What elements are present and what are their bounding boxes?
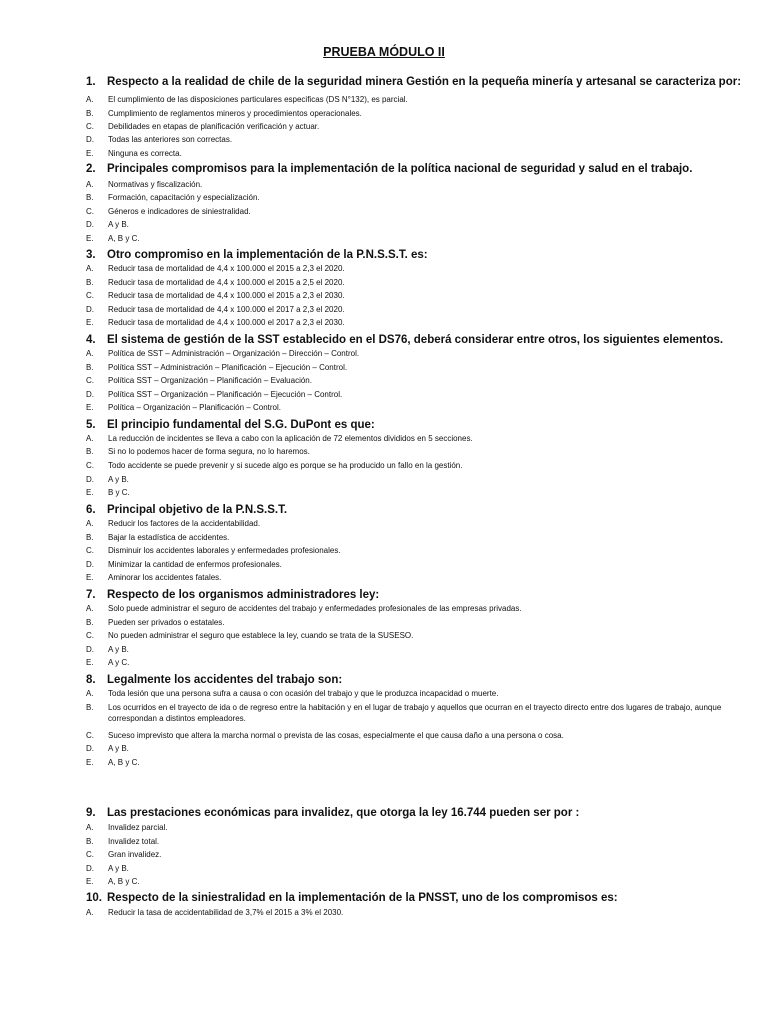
option-letter: E. (86, 658, 94, 667)
option-text: Reducir tasa de mortalidad de 4,4 x 100.000 el 2017 a 2,3 el 2030. (108, 318, 345, 327)
option-text: Formación, capacitación y especialización. (108, 193, 260, 202)
option-text: Reducir los factores de la accidentabilidad. (108, 519, 261, 528)
option-letter: E. (86, 488, 94, 497)
option-text: A y B. (108, 864, 129, 873)
option-text: Reducir tasa de mortalidad de 4,4 x 100.000 el 2015 a 2,5 el 2020. (108, 278, 345, 287)
option-letter: C. (86, 546, 94, 555)
option-letter: E. (86, 573, 94, 582)
option-text: Pueden ser privados o estatales. (108, 618, 225, 627)
option-letter: B. (86, 447, 94, 456)
question-number: 1. (86, 76, 96, 88)
question-number: 6. (86, 504, 96, 516)
option-text: Suceso imprevisto que altera la marcha normal o prevista de las cosas, especialmente el que causa daño a una persona o cosa. (108, 731, 564, 740)
option-text: Política – Organización – Planificación – Control. (108, 403, 281, 412)
option-letter: D. (86, 744, 94, 753)
question-number: 9. (86, 807, 96, 819)
option-text: Los ocurridos en el trayecto de ida o de regreso entre la habitación y en el lugar de trabajo y aquellos que ocurran en el trayecto directo entre dos lugares de trabajo, aunque correspondan a distintos empleadores. (108, 703, 722, 723)
option-text: Política de SST – Administración – Organización – Dirección – Control. (108, 349, 360, 358)
option-text: Ninguna es correcta. (108, 149, 182, 158)
option-letter: E. (86, 403, 94, 412)
option-text: Reducir la tasa de accidentabilidad de 3,7% el 2015 a 3% el 2030. (108, 908, 344, 917)
question-number: 4. (86, 334, 96, 346)
option-letter: A. (86, 95, 94, 104)
option-letter: C. (86, 731, 94, 740)
option-letter: B. (86, 109, 94, 118)
option-letter: E. (86, 318, 94, 327)
question-number: 10. (86, 892, 102, 904)
option-letter: A. (86, 689, 94, 698)
option-text: El cumplimiento de las disposiciones particulares especificas (DS N°132), es parcial. (108, 95, 408, 104)
option-text: Si no lo podemos hacer de forma segura, no lo haremos. (108, 447, 310, 456)
option-letter: A. (86, 434, 94, 443)
option-text: La reducción de incidentes se lleva a cabo con la aplicación de 72 elementos divididos en 5 secciones. (108, 434, 473, 443)
question-text: Las prestaciones económicas para invalidez, que otorga la ley 16.744 pueden ser por : (107, 807, 580, 819)
option-letter: B. (86, 837, 94, 846)
option-text: Debilidades en etapas de planificación verificación y actuar. (108, 122, 320, 131)
option-text: B y C. (108, 488, 130, 497)
option-text: Todas las anteriores son correctas. (108, 135, 233, 144)
option-text: Toda lesión que una persona sufra a causa o con ocasión del trabajo y que le produzca incapacidad o muerte. (108, 689, 499, 698)
option-letter: D. (86, 135, 94, 144)
question-number: 5. (86, 419, 96, 431)
option-letter: C. (86, 207, 94, 216)
option-letter: E. (86, 758, 94, 767)
option-letter: A. (86, 519, 94, 528)
option-text: Gran invalidez. (108, 850, 162, 859)
option-letter: A. (86, 908, 94, 917)
option-text: Géneros e indicadores de siniestralidad. (108, 207, 251, 216)
option-text: Política SST – Organización – Planificación – Ejecución – Control. (108, 390, 343, 399)
option-text: A y C. (108, 658, 130, 667)
option-letter: B. (86, 193, 94, 202)
option-letter: C. (86, 291, 94, 300)
option-letter: B. (86, 278, 94, 287)
question-text: Respecto a la realidad de chile de la seguridad minera Gestión en la pequeña minería y artesanal se caracteriza por: (107, 76, 742, 88)
option-letter: C. (86, 376, 94, 385)
option-letter: D. (86, 390, 94, 399)
option-letter: C. (86, 850, 94, 859)
question-text: Principales compromisos para la implementación de la política nacional de seguridad y salud en el trabajo. (107, 163, 693, 175)
option-text: Bajar la estadística de accidentes. (108, 533, 230, 542)
option-letter: B. (86, 533, 94, 542)
option-letter: D. (86, 645, 94, 654)
option-letter: C. (86, 122, 94, 131)
option-text: Reducir tasa de mortalidad de 4,4 x 100.000 el 2015 a 2,3 el 2020. (108, 264, 345, 273)
option-text: No pueden administrar el seguro que establece la ley, cuando se trata de la SUSESO. (108, 631, 414, 640)
option-text: A, B y C. (108, 758, 140, 767)
option-letter: C. (86, 461, 94, 470)
option-text: A, B y C. (108, 234, 140, 243)
option-letter: A. (86, 349, 94, 358)
option-text: Normativas y fiscalización. (108, 180, 203, 189)
option-text: Solo puede administrar el seguro de accidentes del trabajo y enfermedades profesionales de las empresas privadas. (108, 604, 522, 613)
option-letter: D. (86, 475, 94, 484)
question-text: Respecto de la siniestralidad en la implementación de la PNSST, uno de los compromisos es: (107, 892, 618, 904)
option-text: Invalidez total. (108, 837, 160, 846)
option-text: Reducir tasa de mortalidad de 4,4 x 100.000 el 2017 a 2,3 el 2020. (108, 305, 345, 314)
option-text: A y B. (108, 645, 129, 654)
question-text: El principio fundamental del S.G. DuPont es que: (107, 419, 375, 431)
option-text: Aminorar los accidentes fatales. (108, 573, 222, 582)
option-letter: D. (86, 305, 94, 314)
option-letter: D. (86, 864, 94, 873)
question-text: Respecto de los organismos administradores ley: (107, 589, 380, 601)
option-letter: E. (86, 149, 94, 158)
option-text: Disminuir los accidentes laborales y enfermedades profesionales. (108, 546, 341, 555)
option-letter: D. (86, 220, 94, 229)
option-text: Política SST – Organización – Planificación – Evaluación. (108, 376, 312, 385)
option-letter: B. (86, 363, 94, 372)
option-letter: A. (86, 823, 94, 832)
question-number: 7. (86, 589, 96, 601)
option-letter: E. (86, 234, 94, 243)
option-letter: A. (86, 264, 94, 273)
question-number: 2. (86, 163, 96, 175)
option-letter: A. (86, 180, 94, 189)
option-letter: D. (86, 560, 94, 569)
question-text: Legalmente los accidentes del trabajo son: (107, 674, 343, 686)
option-letter: C. (86, 631, 94, 640)
option-text: A y B. (108, 220, 129, 229)
option-text: Cumplimiento de reglamentos mineros y procedimientos operacionales. (108, 109, 362, 118)
option-letter: B. (86, 703, 94, 712)
option-text: Reducir tasa de mortalidad de 4,4 x 100.000 el 2015 a 2,3 el 2030. (108, 291, 345, 300)
option-text: A y B. (108, 475, 129, 484)
option-text: Invalidez parcial. (108, 823, 168, 832)
option-letter: B. (86, 618, 94, 627)
option-letter: E. (86, 877, 94, 886)
question-text: Principal objetivo de la P.N.S.S.T. (107, 504, 288, 516)
option-letter: A. (86, 604, 94, 613)
option-text: A, B y C. (108, 877, 140, 886)
question-text: Otro compromiso en la implementación de la P.N.S.S.T. es: (107, 249, 428, 261)
question-text: El sistema de gestión de la SST establecido en el DS76, deberá considerar entre otros, los siguientes elementos. (107, 334, 724, 346)
option-text: Todo accidente se puede prevenir y si sucede algo es porque se ha producido un fallo en la gestión. (108, 461, 463, 470)
option-text: A y B. (108, 744, 129, 753)
option-text: Política SST – Administración – Planificación – Ejecución – Control. (108, 363, 348, 372)
question-number: 3. (86, 249, 96, 261)
option-text: Minimizar la cantidad de enfermos profesionales. (108, 560, 282, 569)
page-title: PRUEBA MÓDULO II (323, 45, 445, 59)
question-number: 8. (86, 674, 96, 686)
